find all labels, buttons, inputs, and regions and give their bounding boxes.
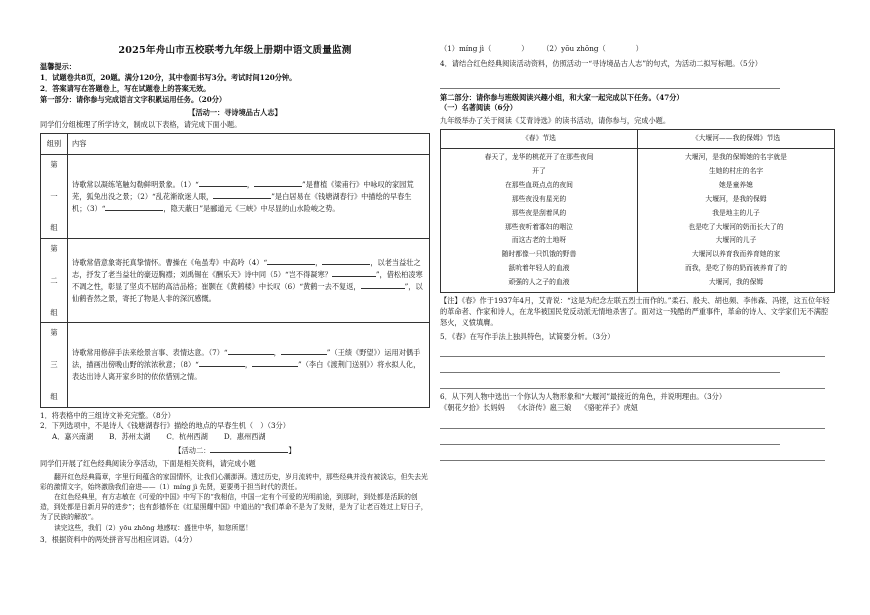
group-label: 第 三 组 bbox=[41, 323, 68, 407]
poem-line: 她是童养媳 bbox=[719, 180, 753, 189]
pinyin-answer-line: （1）míng jì（ ） （2）yōu zhōng（ ） bbox=[440, 44, 643, 53]
poem-line: 那些夜是刮着风的 bbox=[511, 208, 567, 217]
poem-body-row bbox=[441, 148, 835, 292]
question-6-options bbox=[440, 403, 835, 414]
answer-blank[interactable] bbox=[199, 179, 247, 187]
answer-line[interactable] bbox=[440, 360, 780, 373]
poem-line: 我是地主的儿子 bbox=[712, 208, 760, 217]
poem-note: 【注】《春》作于1937年4月，艾青说：“这是为纪念左联五烈士而作的。”柔石、殷夫、胡也频、李伟森、冯铿，这五位年轻的革命者、作家和诗人，在龙华被国民党反动派无情地杀害了。面对这一残酷的严重事件，革命的诗人、文学家们无不满腔怒火，义愤填膺。 bbox=[440, 296, 830, 327]
answer-blank[interactable] bbox=[361, 281, 405, 289]
option-a[interactable]: A．嘉兴南湖 bbox=[52, 432, 94, 442]
material-paragraph: 在红色经典里，有方志敏在《可爱的中国》中写下的“我相信，中国一定有个可爱的光明前途，到那时，到处都是活跃的创造，到处都是日新月异的进步”；也有彭德怀在《红星照耀中国》中道出的“我们革命不是为了发财，是为了让老百姓过上好日子，为了民族的解放”。 bbox=[40, 493, 428, 522]
poem-line: 春天了，龙华的桃花开了在那些夜间 bbox=[484, 152, 594, 161]
poem-title-spring: 《春》节选 bbox=[441, 129, 638, 148]
poem-line: 顽强的人之子的血液 bbox=[508, 278, 570, 287]
answer-blank[interactable] bbox=[213, 191, 271, 199]
right-column bbox=[440, 0, 835, 464]
poem-line: 也是吃了大堰河的奶而长大了的 bbox=[688, 222, 784, 231]
left-column bbox=[40, 0, 430, 546]
answer-line[interactable] bbox=[440, 344, 825, 357]
poem-title-dayanhe: 《大堰河——我的保姆》节选 bbox=[638, 129, 835, 148]
poem-line: 大堰河，是我的保姆 bbox=[705, 194, 767, 203]
poem-line: 舐吮着年轻人的血液 bbox=[508, 264, 570, 273]
answer-blank[interactable] bbox=[199, 359, 245, 367]
poem-line: 随时都像一只饥饿的野兽 bbox=[501, 250, 577, 259]
exam-title: 2025年舟山市五校联考九年级上册期中语文质量监测 bbox=[118, 45, 352, 56]
poetry-table bbox=[40, 133, 430, 408]
poem-dayanhe-text bbox=[638, 148, 835, 292]
poem-line: 而这古老的土地呀 bbox=[511, 236, 567, 245]
table-header-row bbox=[41, 134, 430, 155]
poem-line: 在那些血斑点点的夜间 bbox=[505, 180, 573, 189]
material-paragraph: 翻开红色经典篇章，字里行间蕴含的家国情怀，让我们心潮澎湃。透过历史，岁月流转中，那些经典并没有被淡忘，但失去光彩的激情文字，始终激励我们奋进——（1）míng jì 先贤，更要勇于担当时代的责任。 bbox=[40, 472, 428, 491]
question-6: 6．从下列人物中选出一个你认为人物形象和“大堰河”最接近的角色，并说明理由。（3分） bbox=[440, 392, 727, 402]
answer-blank[interactable] bbox=[228, 347, 274, 355]
answer-blank[interactable] bbox=[254, 179, 302, 187]
poem-line: 生她的村庄的名字 bbox=[708, 166, 764, 175]
question-2-options bbox=[40, 432, 430, 443]
answer-line[interactable] bbox=[440, 432, 780, 445]
group-content: 诗歌常借意象寄托真挚情怀。曹操在《龟虽寿》中高吟（4）“ ， ，以老当益壮之志，抒发了老当益壮的豪迈胸襟；刘禹锡在《酬乐天》诗中同（5）“岂不得凝寒？ ”，借松柏凌寒不凋之性，彰显了坚贞不屈的高洁品格；崔颢在《黄鹤楼》中长叹（6）“黄鹤一去不复返， ”，以仙鹤杳然之景，寄托了物是人非的深沉感慨。 bbox=[68, 239, 430, 323]
poem-line: 那些夜没有星光的 bbox=[511, 194, 567, 203]
poem-line: 那些夜听着寡妇的咽泣 bbox=[505, 222, 573, 231]
activity2-heading: 【活动二： 】 bbox=[174, 446, 296, 456]
poem-table bbox=[440, 129, 835, 293]
table-row bbox=[41, 155, 430, 239]
answer-line[interactable] bbox=[440, 416, 825, 429]
tips-heading: 温馨提示： bbox=[40, 62, 76, 72]
reading-intro: 九年级举办了关于阅读《艾青诗选》的读书活动，请你参与，完成小题。 bbox=[440, 116, 671, 126]
poem-line: 大堰河以养育我而养育她的家 bbox=[691, 250, 781, 259]
group-content: 诗歌常以凝练笔触勾勒鲜明景象。（1）“ ， ”是曹植《梁甫行》中咏叹的家园荒芜，狐兔出没之景；（2）“乱花渐欲迷人眼， ”是白居易在《钱塘湖春行》中描绘的早春生机；（3）“ ，隐天蔽日”是郦道元《三峡》中尽显的山水险峻之势。 bbox=[68, 155, 430, 239]
question-2: 2．下列选项中，不是诗人《钱塘湖春行》描绘的地点的早春生机（ ）（3分） bbox=[40, 421, 290, 431]
group-content: 诗歌常用修辞手法来绘景言事、表情达意。（7）“ ， ”（王绩《野望》）运用对偶手法，描画出傍晚山野的浓浓秋意；（8）“ ， ”（李白《渡荆门送别》）将水拟人化，表达出诗人离开家乡时的依依惜别之情。 bbox=[68, 323, 430, 407]
option-huniu[interactable]: 《骆驼祥子》虎妞 bbox=[580, 403, 639, 413]
tip-item: 1．试题卷共8页，20题。满分120分，其中卷面书写3分。考试时间120分钟。 bbox=[40, 73, 297, 83]
option-b[interactable]: B．苏州太湖 bbox=[109, 432, 151, 442]
answer-blank[interactable] bbox=[267, 257, 315, 265]
activity1-intro: 同学们分组梳理了所学诗文，制成以下表格，请完成下面小题。 bbox=[40, 120, 242, 130]
question-5: 5．《春》在写作手法上独具特色，试简要分析。（3分） bbox=[440, 331, 615, 341]
poem-line: 开了 bbox=[532, 166, 546, 175]
question-4: 4．请结合红色经典阅读活动资料，仿照活动一“寻诗境品古人志”的句式，为活动二拟写标题。（5分） bbox=[440, 58, 762, 68]
group-label: 第 一 组 bbox=[41, 155, 68, 239]
option-changmama[interactable]: 《朝花夕拾》长妈妈 bbox=[440, 403, 505, 413]
material-paragraph: 读完这些，我们（2）yōu zhōng 地感叹：盛世中华，如您所愿！ bbox=[54, 523, 253, 532]
activity2-intro: 同学们开展了红色经典阅读分享活动，下面是相关资料，请完成小题 bbox=[40, 458, 256, 468]
group-label: 第 二 组 bbox=[41, 239, 68, 323]
table-header-cell: 内容 bbox=[68, 134, 430, 155]
part2-heading: 第二部分：请你参与班级阅读兴趣小组，和大家一起完成以下任务。（47分） bbox=[440, 92, 684, 102]
question-3: 3．根据资料中的两处拼音写出相应词语。（4分） bbox=[40, 534, 197, 544]
part1-heading: 第一部分：请你参与完成语言文字积累运用任务。（20分） bbox=[40, 94, 227, 104]
question-1: 1．将表格中的三组诗文补充完整。（8分） bbox=[40, 410, 175, 420]
section1-heading: （一）名著阅读（6分） bbox=[440, 103, 517, 113]
answer-blank[interactable] bbox=[322, 257, 370, 265]
answer-line[interactable] bbox=[440, 448, 825, 461]
answer-blank[interactable] bbox=[281, 347, 327, 355]
option-husanniang[interactable]: 《水浒传》扈三娘 bbox=[513, 403, 572, 413]
poem-line: 大堰河的儿子 bbox=[715, 236, 757, 245]
answer-line[interactable] bbox=[440, 376, 825, 389]
answer-blank[interactable] bbox=[332, 269, 376, 277]
answer-line[interactable] bbox=[440, 76, 780, 89]
option-c[interactable]: C．杭州西湖 bbox=[166, 432, 208, 442]
title-blank[interactable] bbox=[210, 445, 288, 453]
activity1-heading: 【活动一：寻诗境品古人志】 bbox=[188, 107, 282, 117]
table-row bbox=[41, 323, 430, 407]
table-header-cell: 组别 bbox=[41, 134, 68, 155]
poem-header-row bbox=[441, 129, 835, 148]
tip-item: 2．答案请写在答题卷上，写在试题卷上的答案无效。 bbox=[40, 83, 211, 93]
poem-line: 大堰河，我的保姆 bbox=[708, 278, 764, 287]
table-row bbox=[41, 239, 430, 323]
answer-blank[interactable] bbox=[105, 203, 163, 211]
answer-blank[interactable] bbox=[252, 359, 298, 367]
option-d[interactable]: D．惠州西湖 bbox=[223, 432, 266, 442]
poem-line: 大堰河，是我的保姆她的名字就是 bbox=[685, 152, 787, 161]
poem-spring-text bbox=[441, 148, 638, 292]
poem-line: 而我，是吃了你的奶而被养育了的 bbox=[685, 264, 787, 273]
